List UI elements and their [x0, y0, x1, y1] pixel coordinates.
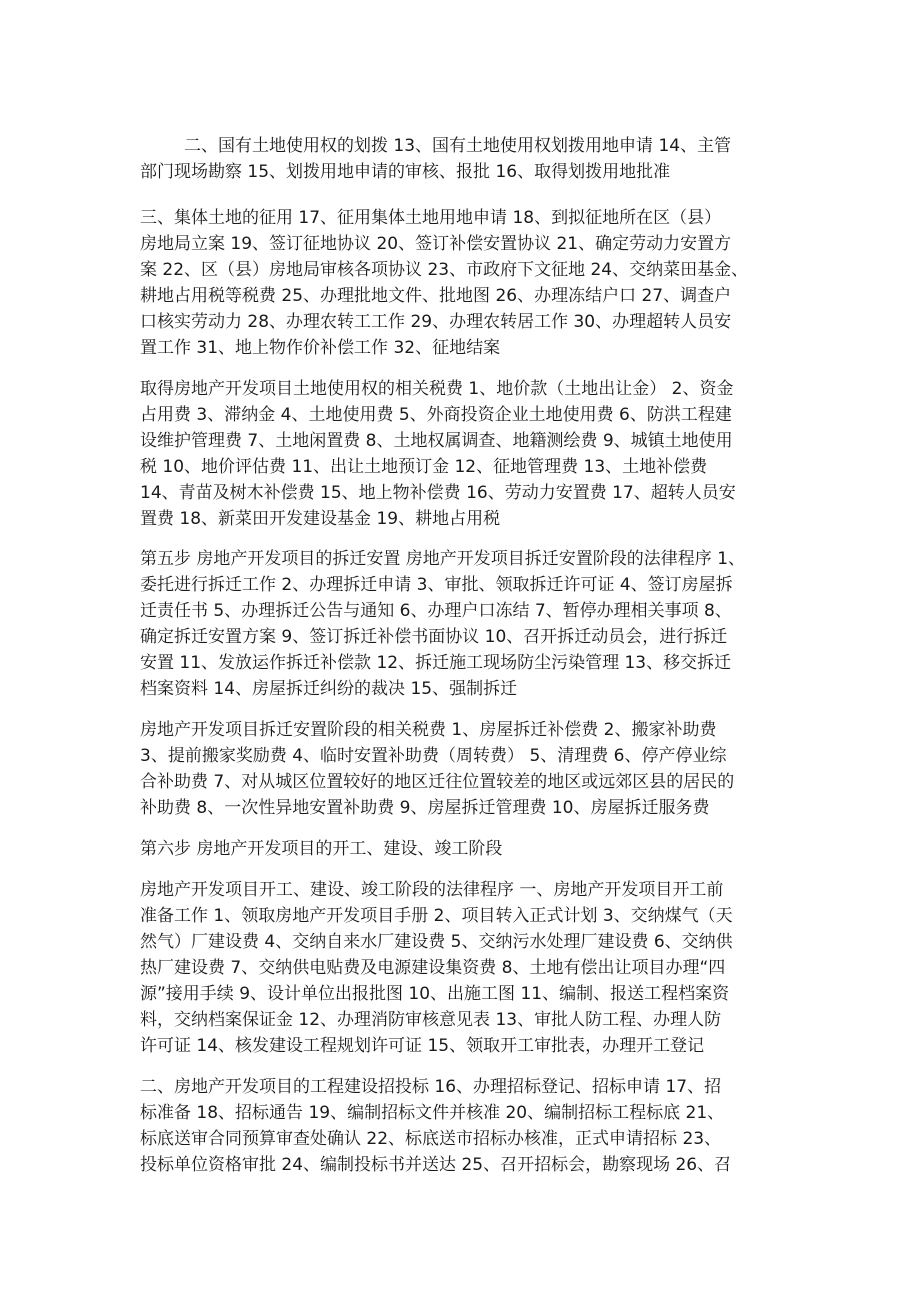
paragraph-line: 房地局立案 19、签订征地协议 20、签订补偿安置协议 21、确定劳动力安置方	[140, 234, 732, 254]
paragraph-line: 案 22、区（县）房地局审核各项协议 23、市政府下文征地 24、交纳菜田基金、	[140, 260, 749, 280]
paragraph-line: 税 10、地价评估费 11、出让土地预订金 12、征地管理费 13、土地补偿费	[140, 457, 708, 477]
paragraph-line: 热厂建设费 7、交纳供电贴费及电源建设集资费 8、土地有偿出让项目办理“四	[140, 958, 726, 978]
paragraph-line: 然气）厂建设费 4、交纳自来水厂建设费 5、交纳污水处理厂建设费 6、交纳供	[140, 932, 733, 952]
paragraph-line: 三、集体土地的征用 17、征用集体土地用地申请 18、到拟征地所在区（县）	[140, 208, 722, 228]
paragraph-line: 准备工作 1、领取房地产开发项目手册 2、项目转入正式计划 3、交纳煤气（天	[140, 906, 733, 926]
paragraph-line: 取得房地产开发项目土地使用权的相关税费 1、地价款（土地出让金） 2、资金	[140, 379, 734, 399]
paragraph-line: 标准备 18、招标通告 19、编制招标文件并核准 20、编制招标工程标底 21、	[140, 1103, 725, 1123]
paragraph-line: 二、国有土地使用权的划拨 13、国有土地使用权划拨用地申请 14、主管	[184, 136, 732, 156]
paragraph-line: 房地产开发项目拆迁安置阶段的相关税费 1、房屋拆迁补偿费 2、搬家补助费	[140, 720, 717, 740]
paragraph-line: 投标单位资格审批 24、编制投标书并送达 25、召开招标会，勘察现场 26、召	[140, 1155, 732, 1175]
paragraph-line: 料，交纳档案保证金 12、办理消防审核意见表 13、审批人防工程、办理人防	[140, 1010, 722, 1030]
paragraph-line: 委托进行拆迁工作 2、办理拆迁申请 3、审批、领取拆迁许可证 4、签订房屋拆	[140, 575, 733, 595]
paragraph-line: 确定拆迁安置方案 9、签订拆迁补偿书面协议 10、召开拆迁动员会，进行拆迁	[140, 627, 728, 647]
paragraph-line: 设维护管理费 7、土地闲置费 8、土地权属调查、地籍测绘费 9、城镇土地使用	[140, 431, 733, 451]
paragraph-line: 置工作 31、地上物作价补偿工作 32、征地结案	[140, 338, 501, 358]
paragraph-line: 补助费 8、一次性异地安置补助费 9、房屋拆迁管理费 10、房屋拆迁服务费	[140, 798, 710, 818]
paragraph-line: 二、房地产开发项目的工程建设招投标 16、办理招标登记、招标申请 17、招	[140, 1077, 722, 1097]
paragraph-line: 合补助费 7、对从城区位置较好的地区迁往位置较差的地区或远郊区县的居民的	[140, 772, 735, 792]
paragraph-line: 耕地占用税等税费 25、办理批地文件、批地图 26、办理冻结户口 27、调查户	[140, 286, 732, 306]
paragraph-line: 许可证 14、核发建设工程规划许可证 15、领取开工审批表，办理开工登记	[140, 1036, 705, 1056]
paragraph-line: 第五步 房地产开发项目的拆迁安置 房地产开发项目拆迁安置阶段的法律程序 1、	[140, 549, 746, 569]
paragraph-line: 3、提前搬家奖励费 4、临时安置补助费（周转费） 5、清理费 6、停产停业综	[140, 746, 727, 766]
paragraph-line: 安置 11、发放运作拆迁补偿款 12、拆迁施工现场防尘污染管理 13、移交拆迁	[140, 653, 732, 673]
paragraph-line: 标底送审合同预算审查处确认 22、标底送市招标办核准，正式申请招标 23、	[140, 1129, 722, 1149]
paragraph-line: 置费 18、新菜田开发建设基金 19、耕地占用税	[140, 509, 501, 529]
paragraph-line: 口核实劳动力 28、办理农转工工作 29、办理农转居工作 30、办理超转人员安	[140, 312, 732, 332]
paragraph-line: 部门现场勘察 15、划拨用地申请的审核、报批 16、取得划拨用地批准	[140, 162, 671, 182]
paragraph-line: 占用费 3、滞纳金 4、土地使用费 5、外商投资企业土地使用费 6、防洪工程建	[140, 405, 732, 425]
step-heading: 第六步 房地产开发项目的开工、建设、竣工阶段	[140, 839, 503, 859]
paragraph-line: 源”接用手续 9、设计单位出报批图 10、出施工图 11、编制、报送工程档案资	[140, 984, 730, 1004]
paragraph-line: 迁责任书 5、办理拆迁公告与通知 6、办理户口冻结 7、暂停办理相关事项 8、	[140, 601, 732, 621]
paragraph-line: 14、青苗及树木补偿费 15、地上物补偿费 16、劳动力安置费 17、超转人员安	[140, 483, 736, 503]
paragraph-line: 档案资料 14、房屋拆迁纠纷的裁决 15、强制拆迁	[140, 679, 518, 699]
paragraph-line: 房地产开发项目开工、建设、竣工阶段的法律程序 一、房地产开发项目开工前	[140, 880, 724, 900]
